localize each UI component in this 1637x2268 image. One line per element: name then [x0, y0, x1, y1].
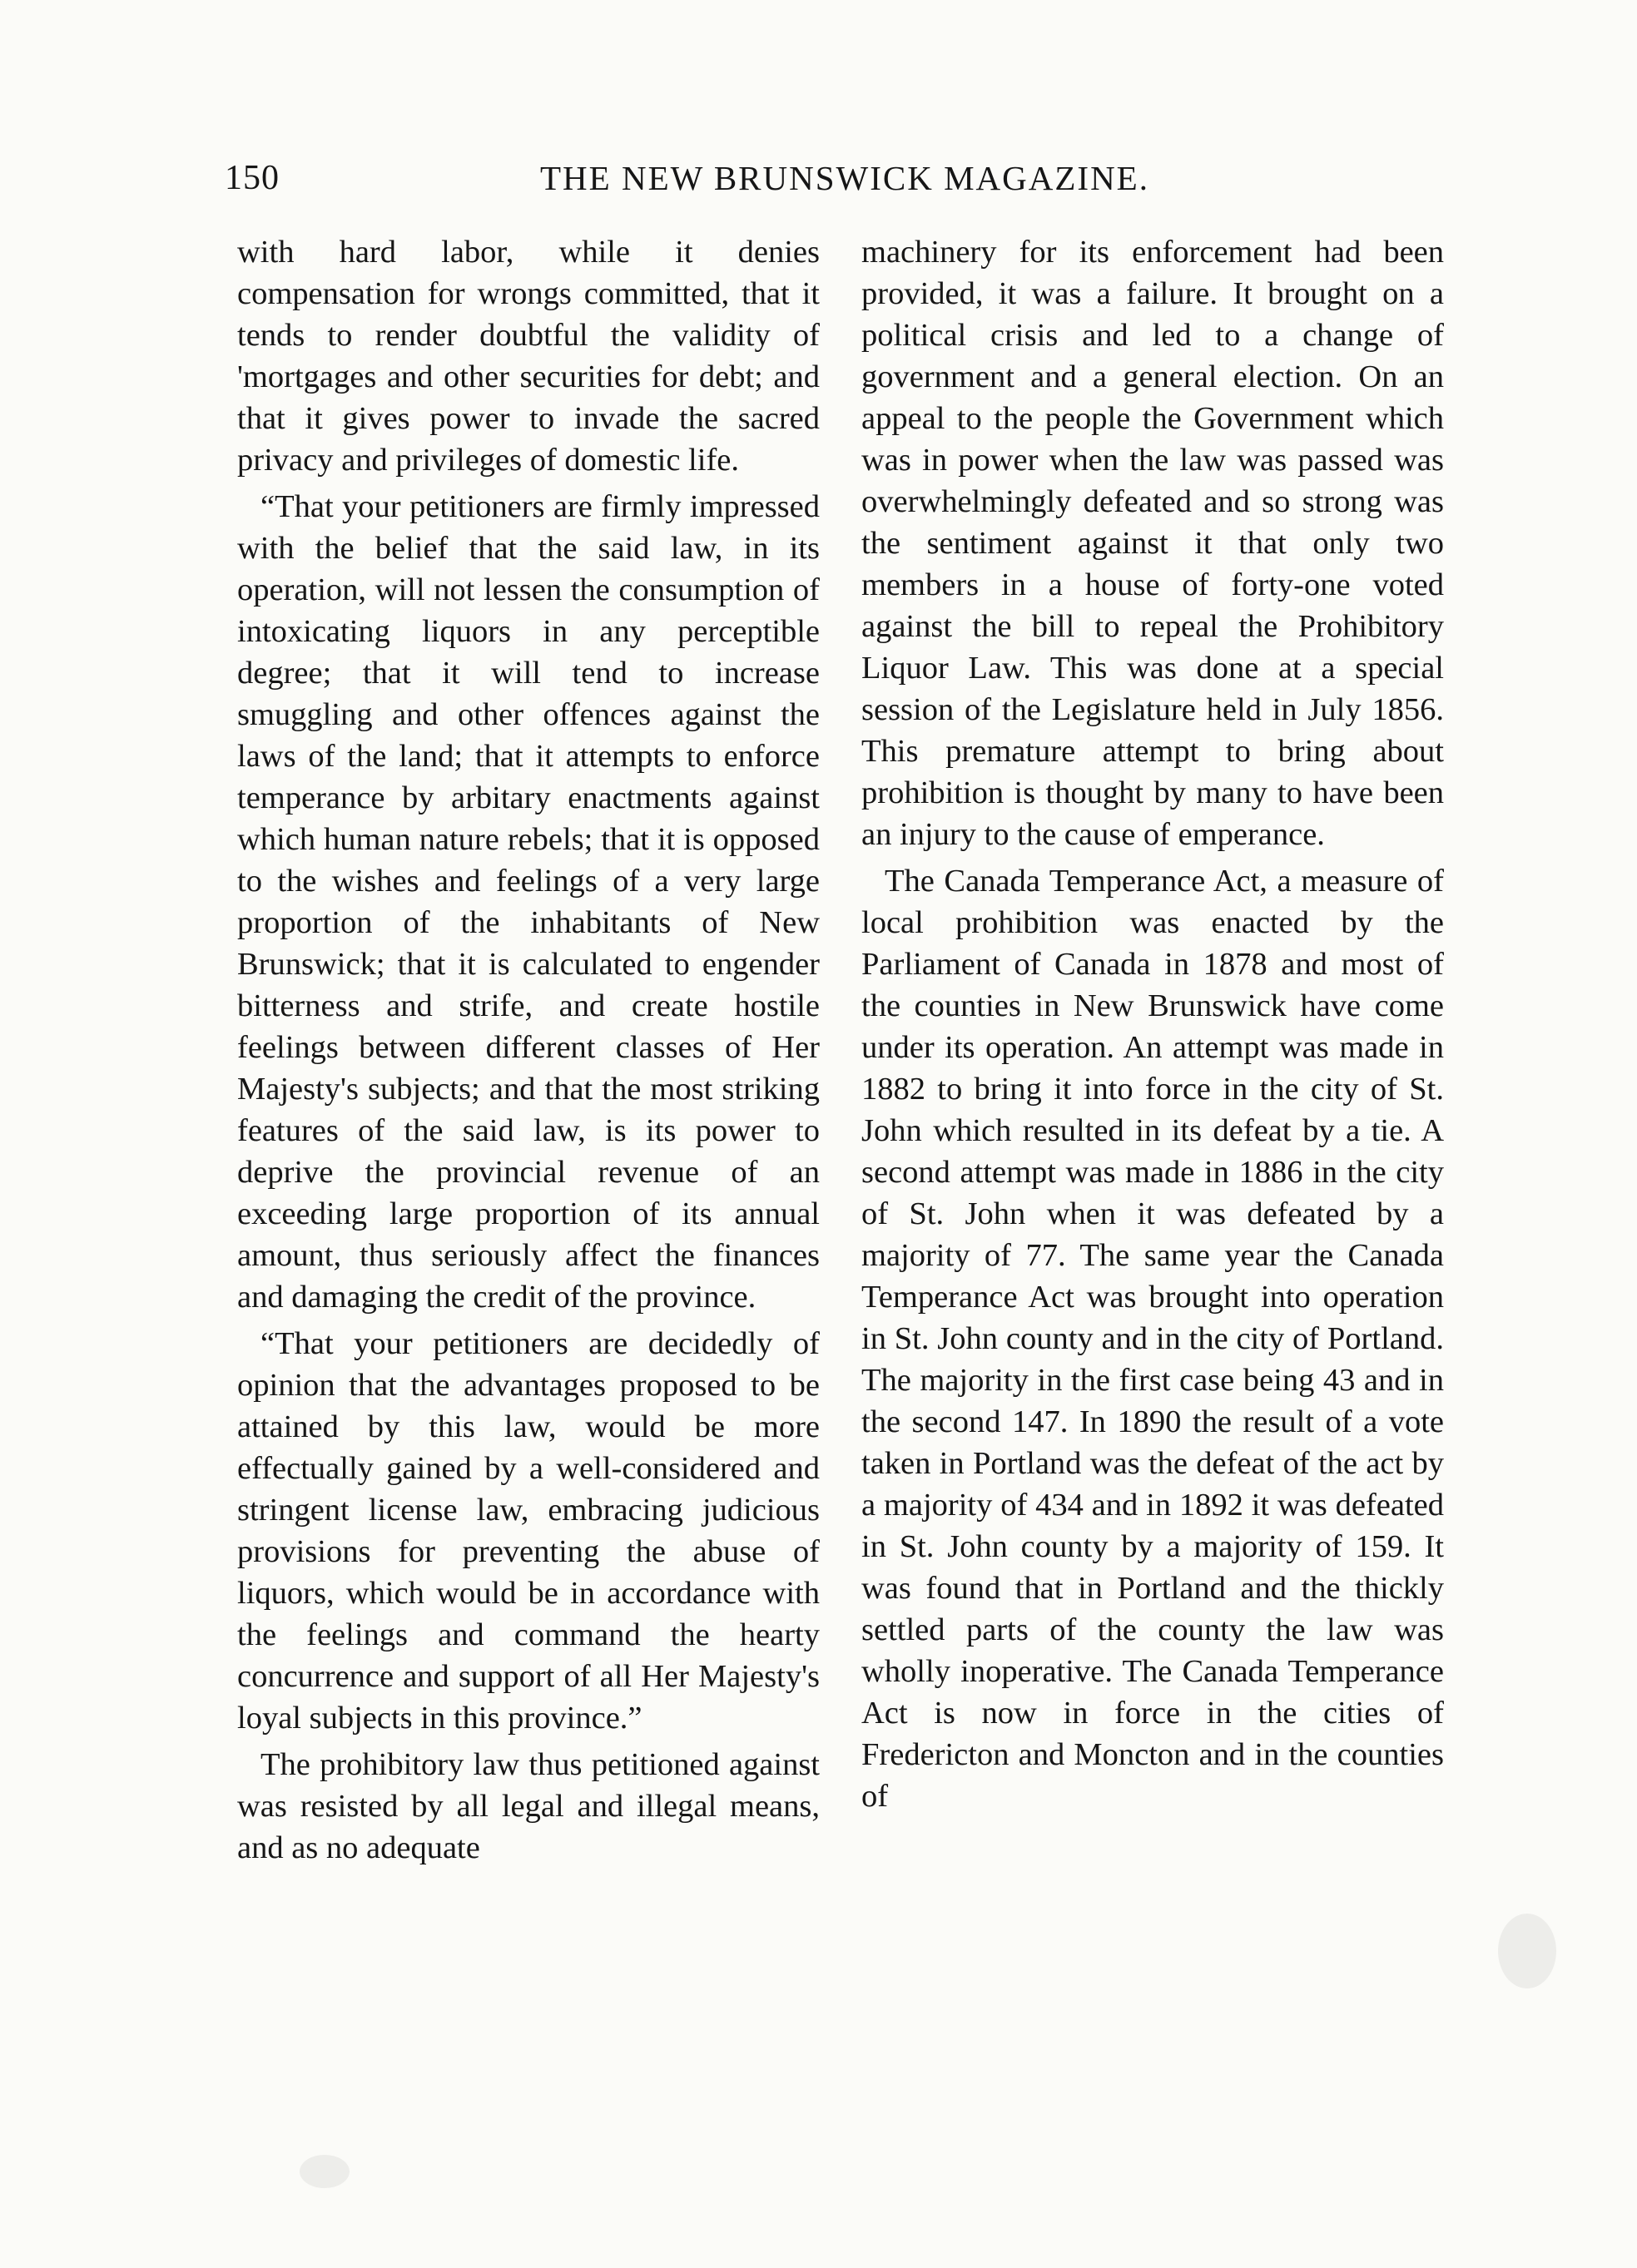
left-paragraph-2: “That your petitioners are firmly impressed with the belief that the said law, in its operation, will not lessen the consumption of intoxicating liquors in any perceptible degree; that it will tend to increase smuggling and other offences against the laws of the land; that it attempts to enforce temperance by arbitary enactments against which human nature rebels; that it is opposed to the wishes and feelings of a very large proportion of the inhabitants of New Brunswick; that it is calculated to engender bitterness and strife, and create hostile feelings between different classes of Her Majesty's subjects; and that the most striking features of the said law, is its power to deprive the provincial revenue of an exceeding large proportion of its annual amount, thus seriously affect the finances and damaging the credit of the province.	[237, 489, 820, 1315]
right-paragraph-2: The Canada Temperance Act, a measure of local prohibition was enacted by the Parliament of Canada in 1878 and most of the counties in New Brunswick have come under its operation. An attempt was made in 1882 to bring it into force in the city of St. John which resulted in its defeat by a tie. A second attempt was made in 1886 in the city of St. John when it was defeated by a majority of 77. The same year the Canada Temperance Act was brought into operation in St. John county and in the city of Portland. The majority in the first case being 43 and in the second 147. In 1890 the result of a vote taken in Portland was the defeat of the act by a majority of 434 and in 1892 it was defeated in St. John county by a majority of 159. It was found that in Portland and the thickly settled parts of the county the law was wholly inoperative. The Canada Temperance Act is now in force in the cities of Fredericton and Moncton and in the counties of	[861, 864, 1444, 1814]
right-column	[861, 231, 1444, 1817]
page-header	[225, 158, 1465, 200]
running-title: THE NEW BRUNSWICK MAGAZINE.	[540, 159, 1149, 197]
left-column	[237, 231, 820, 1869]
paper-stain	[300, 2155, 350, 2188]
paper-stain	[1498, 1914, 1556, 1988]
right-paragraph-1: machinery for its enforcement had been provided, it was a failure. It brought on a political crisis and led to a change of government and a general election. On an appeal to the people the Government which was in power when the law was passed was overwhelmingly defeated and so strong was the sentiment against it that only two members in a house of forty-one voted against the bill to repeal the Prohibitory Liquor Law. This was done at a special session of the Legislature held in July 1856. This premature attempt to bring about prohibition is thought by many to have been an injury to the cause of emperance.	[861, 235, 1444, 852]
left-paragraph-4: The prohibitory law thus petitioned against was resisted by all legal and illegal means, and as no adequate	[237, 1747, 820, 1865]
left-paragraph-3: “That your petitioners are decidedly of opinion that the advantages proposed to be attained by this law, would be more effectually gained by a well-considered and stringent license law, embracing judicious provisions for preventing the abuse of liquors, which would be in accordance with the feelings and command the hearty concurrence and support of all Her Majesty's loyal subjects in this province.”	[237, 1326, 820, 1736]
page-number: 150	[225, 159, 280, 197]
left-paragraph-1: with hard labor, while it denies compensation for wrongs committed, that it tends to render doubtful the validity of 'mortgages and other securities for debt; and that it gives power to invade the sacred privacy and privileges of domestic life.	[237, 235, 820, 478]
